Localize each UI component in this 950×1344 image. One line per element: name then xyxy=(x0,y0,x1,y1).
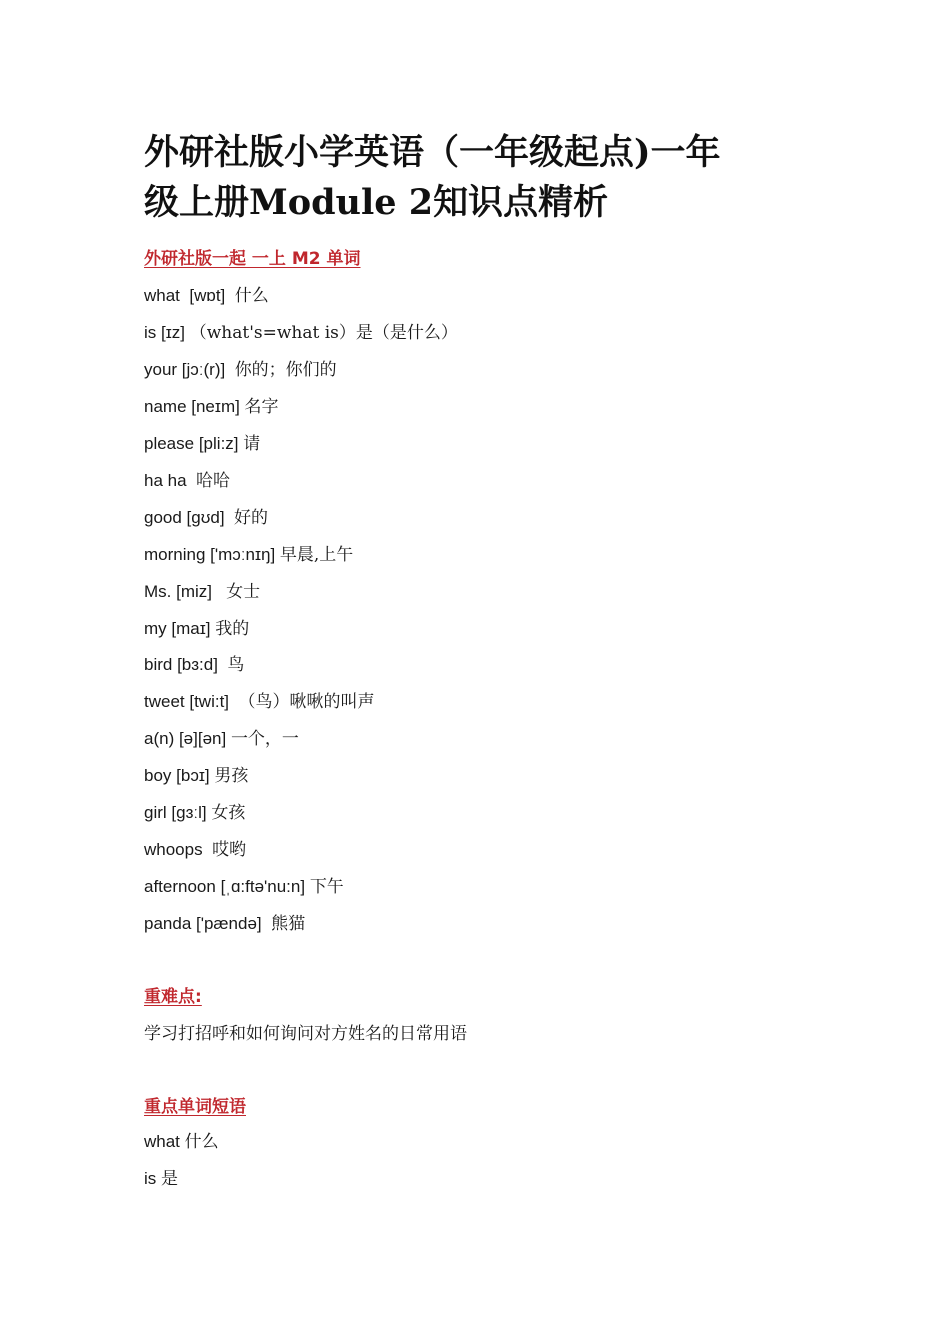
vocab-entry xyxy=(144,507,268,529)
vocab-word: what xyxy=(144,286,180,305)
vocab-entry xyxy=(144,544,353,566)
vocab-entry xyxy=(144,433,260,455)
vocab-entry xyxy=(144,618,249,640)
vocab-meaning: 哎哟 xyxy=(212,840,247,860)
vocab-meaning: 哈哈 xyxy=(196,471,230,491)
vocab-word: panda xyxy=(144,914,192,933)
vocab-section-heading: 外研社版一起 一上 M2 单词 xyxy=(144,249,361,269)
vocab-ipa: ['mɔːnɪŋ] xyxy=(205,545,280,564)
vocab-word: tweet xyxy=(144,692,185,711)
vocab-ipa: [gʊd] xyxy=(181,508,235,527)
vocab-ipa: [ˌɑ:ftə'nu:n] xyxy=(215,877,310,896)
key-word-entry xyxy=(144,1168,178,1190)
page-title-line-1: 外研社版小学英语（一年级起点)一年 xyxy=(144,132,721,173)
vocab-ipa: [maɪ] xyxy=(166,619,216,638)
vocab-word: ha ha xyxy=(144,471,187,490)
vocab-meaning: 好的 xyxy=(234,508,269,528)
vocab-ipa: [bɔɪ] xyxy=(171,766,215,785)
vocab-entry xyxy=(144,396,279,418)
vocab-word: bird xyxy=(144,655,173,674)
vocab-word: girl xyxy=(144,803,167,822)
vocab-ipa: [neɪm] xyxy=(186,397,245,416)
vocab-meaning: 女孩 xyxy=(211,803,246,823)
vocab-ipa: [wɒt] xyxy=(179,286,235,305)
difficulty-text: 学习打招呼和如何询问对方姓名的日常用语 xyxy=(144,1024,467,1044)
vocab-word: your xyxy=(144,360,178,379)
vocab-entry xyxy=(144,728,299,750)
vocab-entry xyxy=(144,285,269,307)
vocab-entry xyxy=(144,322,458,344)
key-word: what xyxy=(144,1132,180,1151)
vocab-ipa: ['pændə] xyxy=(191,914,272,933)
vocab-meaning: 一个，一 xyxy=(230,729,299,749)
vocab-meaning: （what's=what is）是（是什么） xyxy=(189,323,458,343)
key-word-meaning: 什么 xyxy=(184,1132,219,1152)
vocab-meaning: 男孩 xyxy=(214,766,249,786)
vocab-entry xyxy=(144,359,337,381)
vocab-entry xyxy=(144,654,244,676)
vocab-ipa: [pli:z] xyxy=(194,434,244,453)
vocab-meaning: 女士 xyxy=(226,582,261,602)
page-title xyxy=(144,128,804,228)
vocab-word: whoops xyxy=(144,840,203,859)
key-word-meaning: 是 xyxy=(161,1169,179,1189)
vocab-ipa: [ɪz] xyxy=(156,323,190,342)
vocab-ipa xyxy=(203,840,212,859)
vocab-ipa: [jɔː(r)] xyxy=(177,360,235,379)
vocab-entry xyxy=(144,876,344,898)
vocab-entry xyxy=(144,839,246,861)
vocab-ipa: [gɜːl] xyxy=(166,803,212,822)
vocab-meaning: 名字 xyxy=(244,397,279,417)
vocab-word: name xyxy=(144,397,187,416)
vocab-ipa: [ə][ən] xyxy=(174,729,231,748)
vocab-entry xyxy=(144,691,374,713)
vocab-meaning: 什么 xyxy=(234,286,269,306)
vocab-word: my xyxy=(144,619,167,638)
vocab-meaning: 熊猫 xyxy=(271,914,306,934)
vocab-meaning: 我的 xyxy=(215,619,250,639)
vocab-entry xyxy=(144,470,230,492)
vocab-meaning: 你的；你们的 xyxy=(234,360,337,380)
vocab-meaning: 早晨,上午 xyxy=(279,545,354,565)
vocab-word: good xyxy=(144,508,182,527)
vocab-entry xyxy=(144,913,305,935)
vocab-word: please xyxy=(144,434,195,453)
vocab-word: morning xyxy=(144,545,206,564)
vocab-word: boy xyxy=(144,766,172,785)
vocab-word: a(n) xyxy=(144,729,175,748)
vocab-meaning: 鸟 xyxy=(227,655,245,675)
key-word-entry xyxy=(144,1131,219,1153)
key-words-section-heading: 重点单词短语 xyxy=(144,1097,246,1117)
vocab-entry xyxy=(144,802,245,824)
vocab-ipa: [bɜ:d] xyxy=(172,655,228,674)
vocab-entry xyxy=(144,581,260,603)
vocab-ipa: [miz] xyxy=(171,582,227,601)
vocab-word: Ms. xyxy=(144,582,172,601)
vocab-meaning: 请 xyxy=(243,434,261,454)
page-title-line-2: 级上册Module 2知识点精析 xyxy=(144,182,609,223)
key-word: is xyxy=(144,1169,157,1188)
vocab-word: is xyxy=(144,323,157,342)
vocab-ipa: [twi:t] xyxy=(184,692,239,711)
vocab-meaning: （鸟）啾啾的叫声 xyxy=(238,692,375,712)
difficulty-section-heading: 重难点: xyxy=(144,987,202,1007)
vocab-entry xyxy=(144,765,248,787)
vocab-meaning: 下午 xyxy=(309,877,344,897)
vocab-word: afternoon xyxy=(144,877,216,896)
vocab-ipa xyxy=(187,471,196,490)
